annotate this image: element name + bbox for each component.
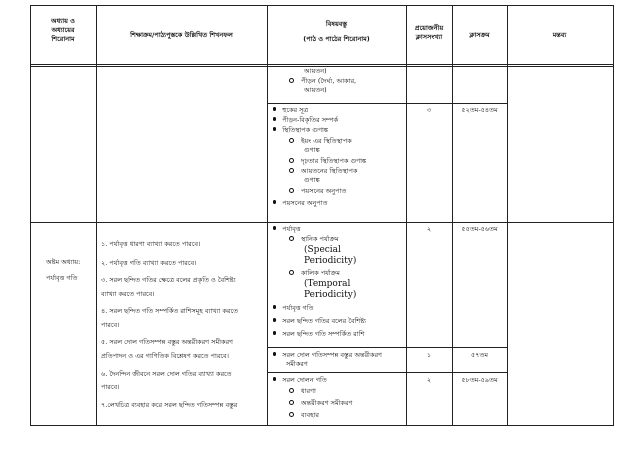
header-learning-outcomes: শিক্ষাক্রম/পাঠ্যপুস্তকে উল্লিখিত শিখনফল — [130, 31, 233, 39]
outcome-line: ১. পর্যাবৃত্ত ধারণা ব্যাখ্যা করতে পারবে। — [101, 240, 201, 248]
content-item: পীড়ন-বিকৃতির সম্পর্ক — [273, 116, 338, 125]
chapter-title: অষ্টম অধ্যায়: পর্যাবৃত্ত গতি — [46, 258, 81, 282]
bullet-icon — [273, 352, 276, 355]
content-english-term: (Temporal Periodicity) — [304, 279, 357, 301]
col-divider — [507, 5, 508, 425]
header-content: বিষয়বস্তু (পাঠ ও পাঠের শিরোনাম) — [303, 20, 370, 43]
bullet-icon — [273, 377, 276, 380]
content-item-cont: সমীকরণ — [286, 360, 308, 368]
sub-bullet-icon — [289, 78, 294, 83]
outcome-line: পারবে। — [101, 321, 120, 329]
outcome-line: ৬. দৈনন্দিন জীবনে সরল দোল গতির ব্যাখ্যা করতে — [101, 370, 232, 378]
content-sub-item: গুণাঙ্ক — [304, 176, 320, 184]
bullet-icon — [273, 200, 276, 203]
content-sub-item-cont: আয়তন) — [304, 86, 327, 94]
bullet-icon — [273, 117, 276, 120]
content-sub-item: অন্তরীকরণ সমীকরণ — [289, 399, 352, 408]
row-divider — [267, 103, 507, 104]
content-item: সরল ছন্দিত গতি সম্পর্কিত রাশি — [273, 330, 364, 339]
row-divider — [30, 425, 613, 426]
content-item: সরল দোলন গতি — [273, 376, 327, 385]
sub-bullet-icon — [289, 168, 294, 173]
content-item: স্থিতিস্থাপক গুণাঙ্ক — [273, 126, 328, 135]
content-sub-item: ধারণা — [289, 387, 316, 396]
outcome-line: ব্যাখ্যা করতে পারবে। — [101, 290, 155, 298]
class-count: ২ — [426, 376, 432, 384]
col-divider — [406, 5, 407, 425]
outcome-line: পারবে। — [101, 383, 120, 391]
outcome-line: ৪. সরল ছন্দিত গতি সম্পর্কিত রাশিসমূহ ব্যাখ্যা করতে — [101, 307, 238, 315]
content-item: পয়সনের অনুপাত — [273, 199, 328, 208]
content-sub-item: ব্যবহার — [289, 411, 319, 420]
row-divider — [267, 372, 507, 373]
content-item: পর্যাবৃত্ত — [273, 225, 301, 234]
content-sub-item: পীড়ন (দৈর্ঘ্য, আকার, — [289, 77, 356, 86]
content-english-term: (Special Periodicity) — [304, 245, 357, 267]
content-sub-item: আয়তনের স্থিতিস্থাপক — [289, 167, 357, 176]
outcome-line: ৩. সরল ছন্দিত গতির ক্ষেত্রে বলের প্রকৃতি ও বৈশিষ্ট্য — [101, 276, 236, 284]
class-count: ১ — [426, 351, 432, 359]
sub-bullet-icon — [289, 158, 294, 163]
content-sub-item: গুণাঙ্ক — [304, 146, 320, 154]
sub-bullet-icon — [289, 138, 294, 143]
header-class-count: প্রয়োজনীয় ক্লাসসংখ্যা — [414, 24, 444, 41]
content-sub-item: ইয়ং এর স্থিতিস্থাপক — [289, 137, 352, 146]
row-divider — [30, 222, 613, 223]
header-chapter: অধ্যায় ও অধ্যায়ের শিরোনাম — [51, 17, 75, 43]
content-item: হুকের সূত্র — [273, 106, 308, 115]
sub-bullet-icon — [289, 188, 294, 193]
bullet-icon — [273, 127, 276, 130]
bullet-icon — [273, 107, 276, 110]
class-sequence: ৫২তম-৫৪তম — [461, 106, 498, 114]
bullet-icon — [273, 318, 276, 321]
class-sequence: ৫৫তম-৫৬তম — [461, 225, 498, 233]
sub-bullet-icon — [289, 236, 294, 241]
header-remarks: মন্তব্য — [552, 31, 567, 39]
sub-bullet-icon — [289, 270, 294, 275]
sub-bullet-icon — [289, 412, 294, 417]
content-item: সরল দোল গতিসম্পন্ন বস্তুর অন্তরীকরণ — [273, 351, 382, 360]
sub-bullet-icon — [289, 400, 294, 405]
content-item: পর্যাবৃত্ত গতি — [273, 304, 314, 313]
outcome-line: প্রতিপাদন ও এর গাণিতিক বিশ্লেষণ করতে পারবে। — [101, 352, 229, 360]
col-divider — [452, 5, 453, 425]
class-sequence: ৫৭তম — [471, 351, 488, 359]
bullet-icon — [273, 331, 276, 334]
content-continuation: আয়তন) — [304, 67, 327, 75]
outcome-line: ৫. সরল দোল গতিসম্পন্ন বস্তুর অন্তরীকরণ সমীকরণ — [101, 338, 233, 346]
class-count: ৩ — [426, 106, 432, 114]
class-count: ২ — [426, 225, 432, 233]
content-sub-item: দৃঢ়তার স্থিতিস্থাপক গুণাঙ্ক — [289, 157, 366, 166]
content-sub-item: পয়সনের অনুপাত — [289, 187, 346, 196]
class-sequence: ৫৮তম-৫৯তম — [461, 376, 498, 384]
outcome-line: ২. পর্যাবৃত্ত গতি ব্যাখ্যা করতে পারবে। — [101, 259, 197, 267]
row-divider — [267, 347, 507, 348]
col-divider — [267, 5, 268, 425]
bullet-icon — [273, 305, 276, 308]
col-divider — [96, 5, 97, 425]
row-divider — [30, 5, 613, 6]
content-sub-item: কালিক পর্যাক্রম — [289, 269, 340, 278]
content-item: সরল ছন্দিত গতির বলের বৈশিষ্ট্য — [273, 317, 366, 326]
content-sub-item: স্থানিক পর্যাক্রম — [289, 235, 339, 244]
outcome-line: ৭.লেখচিত্র ব্যবহার করে সরল ছন্দিত গতিসম্পন্ন বস্তুর — [101, 401, 238, 409]
bullet-icon — [273, 226, 276, 229]
header-class-sequence: ক্লাসক্রম — [469, 31, 490, 39]
sub-bullet-icon — [289, 388, 294, 393]
